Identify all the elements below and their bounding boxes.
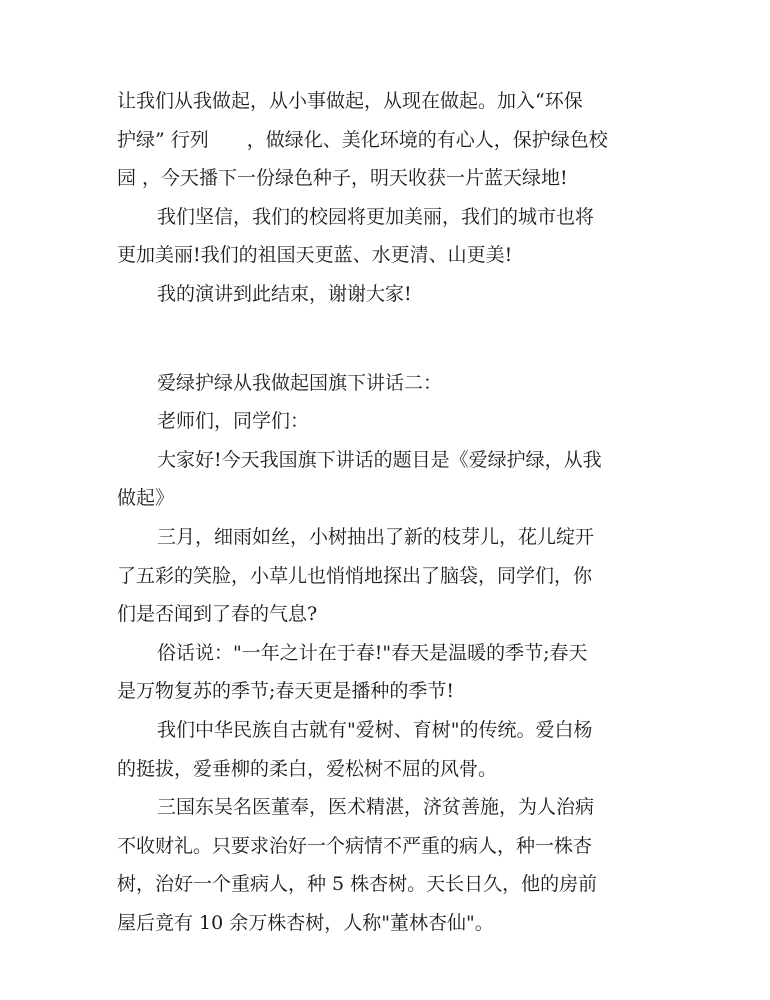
- text-line: 了五彩的笑脸，小草儿也悄悄地探出了脑袋，同学们，你: [117, 564, 593, 587]
- section-gap: [117, 314, 657, 364]
- text-line: 老师们，同学们：: [157, 410, 310, 433]
- text-line: 我们坚信，我们的校园将更加美丽，我们的城市也将: [157, 205, 595, 228]
- text-line: 三国东吴名医董奉，医术精湛，济贫善施，为人治病: [157, 796, 595, 819]
- text-line: 不收财礼。只要求治好一个病情不严重的病人，种一株杏: [117, 834, 593, 857]
- text-line: 我们中华民族自古就有"爱树、育树"的传统。爱白杨: [157, 718, 593, 741]
- text-line: 园 ，今天播下一份绿色种子，明天收获一片蓝天绿地!: [117, 167, 568, 190]
- text-line: 护绿” 行列 ，做绿化、美化环境的有心人，保护绿色校: [117, 128, 608, 151]
- text-line: 大家好!今天我国旗下讲话的题目是《爱绿护绿，从我: [157, 448, 602, 471]
- section-heading: 爱绿护绿从我做起国旗下讲话二：: [157, 371, 443, 394]
- text-line: 的挺拔，爱垂柳的柔白，爱松树不屈的风骨。: [117, 757, 498, 780]
- text-line: 是万物复苏的季节;春天更是播种的季节!: [117, 680, 455, 703]
- text-line: 更加美丽!我们的祖国天更蓝、水更清、山更美!: [117, 244, 513, 267]
- text-line: 做起》: [117, 487, 175, 510]
- text-line: 让我们从我做起，从小事做起，从现在做起。加入“环保: [117, 90, 583, 112]
- document-page: [117, 82, 657, 942]
- text-line: 们是否闻到了春的气息?: [117, 603, 318, 626]
- text-line: 我的演讲到此结束，谢谢大家!: [157, 282, 412, 305]
- text-line: 树，治好一个重病人，种 5 株杏树。天长日久，他的房前: [117, 873, 598, 896]
- text-line: 三月，细雨如丝，小树抽出了新的枝芽儿，花儿绽开: [157, 525, 595, 548]
- text-line: 屋后竟有 10 余万株杏树，人称"董林杏仙"。: [117, 911, 494, 934]
- text-line: 俗话说："一年之计在于春!"春天是温暖的季节;春天: [157, 641, 588, 664]
